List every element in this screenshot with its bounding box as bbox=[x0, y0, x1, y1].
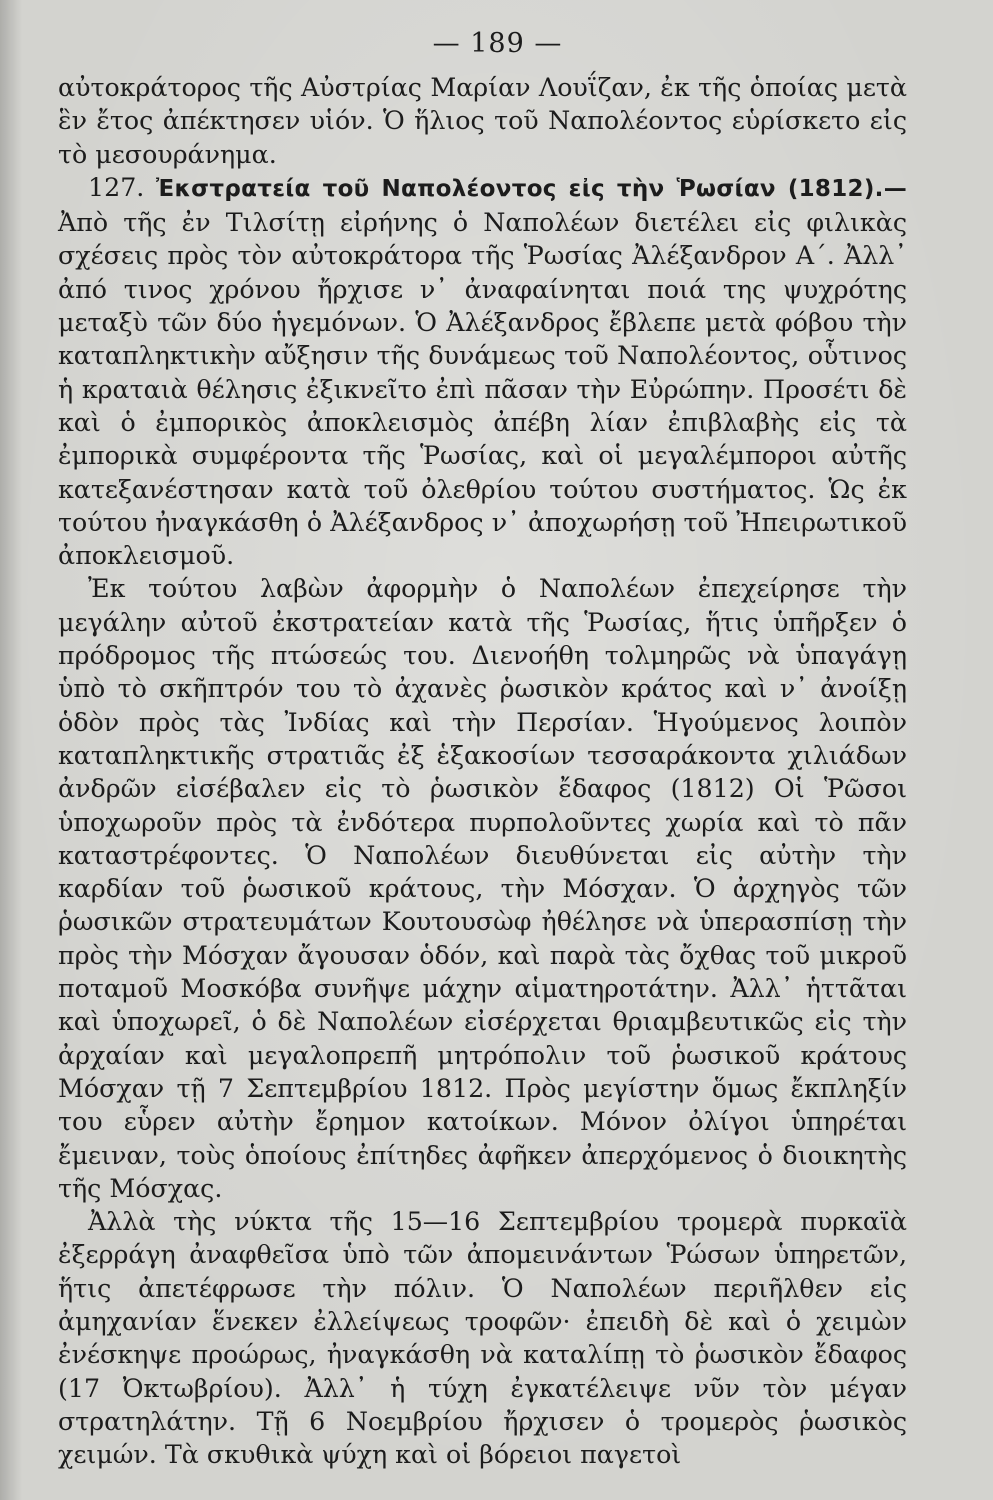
section-text: Ἀπὸ τῆς ἐν Τιλσίτῃ εἰρήνης ὁ Ναπολέων διετέλει εἰς φιλικὰς σχέσεις πρὸς τὸν αὐτοκράτορα τῆς Ῥωσίας Ἀλέξανδρον Α΄. Ἀλλ᾽ ἀπό τινος χρόνου ἤρχισε ν᾽ ἀναφαίνηται ποιά της ψυχρότης μεταξὺ τῶν δύο ἡγεμόνων. Ὁ Ἀλέξανδρος ἔβλεπε μετὰ φόβου τὴν καταπληκτικὴν αὔξησιν τῆς δυνάμεως τοῦ Ναπολέοντος, οὗτινος ἡ κραταιὰ θέλησις ἐξικνεῖτο ἐπὶ πᾶσαν τὴν Εὐρώπην. Προσέτι δὲ καὶ ὁ ἐμπορικὸς ἀποκλεισμὸς ἀπέβη λίαν ἐπιβλαβὴς εἰς τὰ ἐμπορικὰ συμφέροντα τῆς Ῥωσίας, καὶ οἱ μεγαλέμποροι αὐτῆς κατεξανέστησαν κατὰ τοῦ ὀλεθρίου τούτου συστήματος. Ὡς ἐκ τούτου ἠναγκάσθη ὁ Ἀλέξανδρος ν᾽ ἀποχωρήσῃ τοῦ Ἠπειρωτικοῦ ἀποκλεισμοῦ. bbox=[58, 208, 907, 571]
section-number: 127. bbox=[88, 172, 145, 202]
paragraph-fire: Ἀλλὰ τὴς νύκτα τῆς 15—16 Σεπτεμβρίου τρομερὰ πυρκαϊὰ ἐξερράγη ἀναφθεῖσα ὑπὸ τῶν ἀπομεινάντων Ῥώσων ὑπηρετῶν, ἥτις ἀπετέφρωσε τὴν πόλιν. Ὁ Ναπολέων περιῆλθεν εἰς ἀμηχανίαν ἕνεκεν ἐλλείψεως τροφῶν· ἐπειδὴ δὲ καὶ ὁ χειμὼν ἐνέσκηψε προώρως, ἠναγκάσθη νὰ καταλίπῃ τὸ ῥωσικὸν ἔδαφος (17 Ὀκτωβρίου). Ἀλλ᾽ ἡ τύχη ἐγκατέλειψε νῦν τὸν μέγαν στρατηλάτην. Τῇ 6 Νοεμβρίου ἤρχισεν ὁ τρομερὸς ῥωσικὸς χειμών. Τὰ σκυθικὰ ψύχη καὶ οἱ βόρειοι παγετοὶ bbox=[58, 1207, 907, 1470]
body-text bbox=[58, 71, 907, 1471]
paragraph-campaign: Ἐκ τούτου λαβὼν ἀφορμὴν ὁ Ναπολέων ἐπεχείρησε τὴν μεγάλην αὐτοῦ ἐκστρατείαν κατὰ τῆς Ῥωσίας, ἥτις ὑπῆρξεν ὁ πρόδρομος τῆς πτώσεώς του. Διενοήθη τολμηρῶς νὰ ὑπαγάγῃ ὑπὸ τὸ σκῆπτρόν του τὸ ἀχανὲς ῥωσικὸν κράτος καὶ ν᾽ ἀνοίξῃ ὁδὸν πρὸς τὰς Ἰνδίας καὶ τὴν Περσίαν. Ἡγούμενος λοιπὸν καταπληκτικῆς στρατιᾶς ἐξ ἑξακοσίων τεσσαράκοντα χιλιάδων ἀνδρῶν εἰσέβαλεν εἰς τὸ ῥωσικὸν ἔδαφος (1812) Οἱ Ῥῶσοι ὑποχωροῦν πρὸς τὰ ἐνδότερα πυρπολοῦντες χωρία καὶ τὸ πᾶν καταστρέφοντες. Ὁ Ναπολέων διευθύνεται εἰς αὐτὴν τὴν καρδίαν τοῦ ῥωσικοῦ κράτους, τὴν Μόσχαν. Ὁ ἀρχηγὸς τῶν ῥωσικῶν στρατευμάτων Κουτουσὼφ ἠθέλησε νὰ ὑπερασπίσῃ τὴν πρὸς τὴν Μόσχαν ἄγουσαν ὁδόν, καὶ παρὰ τὰς ὄχθας τοῦ μικροῦ ποταμοῦ Μοσκόβα συνῆψε μάχην αἱματηροτάτην. Ἀλλ᾽ ἡττᾶται καὶ ὑποχωρεῖ, ὁ δὲ Ναπολέων εἰσέρχεται θριαμβευτικῶς εἰς τὴν ἀρχαίαν καὶ μεγαλοπρεπῆ μητρόπολιν τοῦ ῥωσικοῦ κράτους Μόσχαν τῇ 7 Σεπτεμβρίου 1812. Πρὸς μεγίστην ὅμως ἔκπληξίν του εὗρεν αὐτὴν ἔρημον κατοίκων. Μόνον ὀλίγοι ὑπηρέται ἔμειναν, τοὺς ὁποίους ἐπίτηδες ἀφῆκεν ἀπερχόμενος ὁ διοικητὴς τῆς Μόσχας. bbox=[58, 574, 907, 1203]
paragraph-continuation: αὐτοκράτορος τῆς Αὐστρίας Μαρίαν Λουΐζαν, ἐκ τῆς ὁποίας μετὰ ἓν ἔτος ἀπέκτησεν υἱόν. Ὁ ἥλιος τοῦ Ναπολέοντος εὑρίσκετο εἰς τὸ μεσουράνημα. bbox=[58, 73, 907, 169]
section-127-paragraph bbox=[58, 171, 907, 573]
page-number: — 189 — bbox=[432, 28, 563, 59]
section-heading: Ἐκστρατεία τοῦ Ναπολέοντος εἰς τὴν Ῥωσίαν (1812).— bbox=[156, 175, 907, 202]
